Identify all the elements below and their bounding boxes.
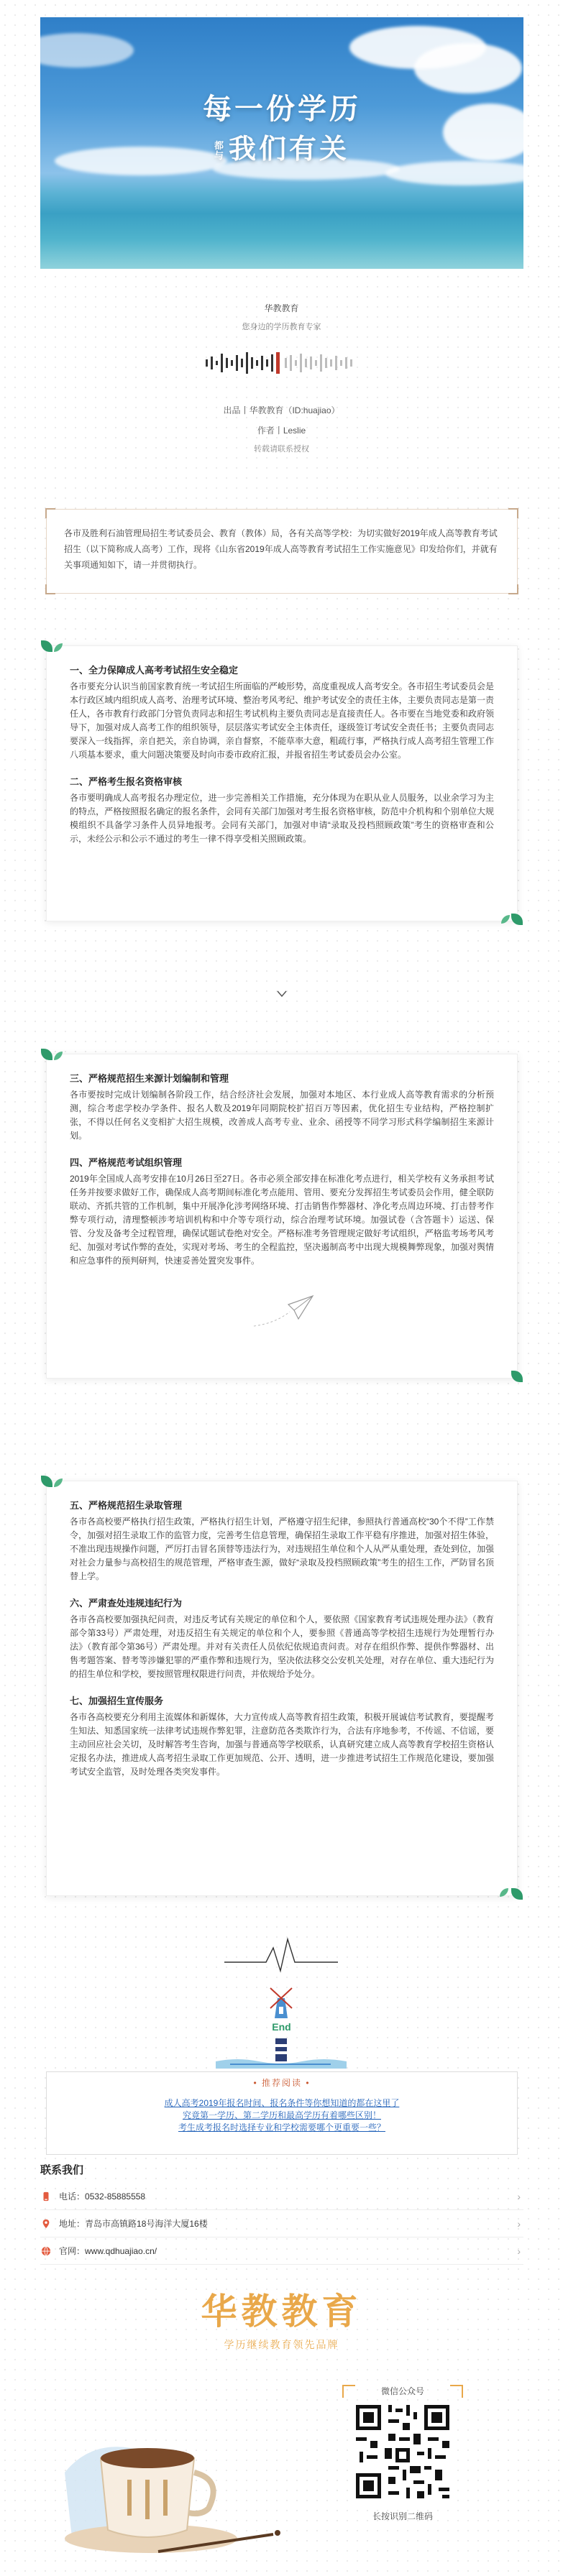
section-heading-6: 六、严肃查处违规违纪行为 xyxy=(70,1598,183,1609)
section-heading-7: 七、加强招生宣传服务 xyxy=(70,1696,164,1706)
brand-name: 华教教育 xyxy=(201,2291,362,2332)
section-heading-2: 二、严格考生报名资格审核 xyxy=(70,776,183,787)
section-paragraph-4: 2019年全国成人高考安排在10月26日至27日。各市必须全部安排在标准化考点进行，相关学校有义务承担考试任务并按要求做好工作，确保成人高考期间标准化考点能用、管用、要充分发挥招生考试委员会作用，健全联防联动、齐抓共管的工作机制，集中开展净化涉考网络环境、打击销售作弊器材、净化考点周边环境、打击替考作弊专项行动，清理整顿涉考培训机构和中介等专项行动，综合治理考试环境。加强试卷（含答题卡）运送、保管、分发及备考全过程管理，确保试题试卷绝对安全。严格标准考务管理规定做好考试组织，严格监考场考风考纪、加强对考试作弊的查处，实现对考场、考生的全程监控，坚决遏制高考中出现大规模舞弊现象，加强对舆情和应急事件的预判研判，快速妥善处置突发事件。 xyxy=(70,1174,494,1266)
author-line: 作者丨Leslie xyxy=(257,426,306,436)
windmill-icon xyxy=(263,1984,299,2020)
section-paragraph-2: 各市要明确成人高考报名办理定位，进一步完善相关工作措施，充分体现为在职从业人员服务，以业余学习为主的特点，严格按照报名确定的报名条件，会同有关部门加强对考生报名资格审核，防范中介机构和个别单位大规模组织不具备学习条件人员异地报考。会同有关部门，加强对申请“录取及投档照顾政策”考生的资格审查和公示，未经公示和公示不通过的考生一律不得享受相关照顾政策。 xyxy=(70,793,494,844)
section-paragraph-7: 各市各高校要充分利用主流媒体和新媒体，大力宣传成人高等教育招生政策，积极开展诚信考试教育，要提醒考生知法、知悉国家统一法律考试违规作弊犯罪，注意防范各类欺诈行为，合法有序地参考，不传谣、不信谣，要主动回应社会关切，及时解答考生咨询，加强与普通高等学校联系，认真研究建立成人高等教育学校招生资格认定报名办法，推进成人高考招生录取工作更加规范、公开、透明，进一步推进考试招生工作规范化建设，要加强考试安全监管，及时处理各类突发事件。 xyxy=(70,1712,494,1777)
globe-icon xyxy=(40,2245,52,2257)
audio-waveform-icon xyxy=(204,351,358,375)
address-label: 地址： xyxy=(59,2219,86,2229)
paper-plane-icon xyxy=(247,1283,319,1340)
contact-header: 联系我们 xyxy=(40,2164,84,2176)
phone-value: 0532-85885558 xyxy=(85,2191,146,2202)
contact-address-row[interactable] xyxy=(40,2210,523,2237)
hero-subtitle xyxy=(40,126,523,166)
contact-phone-row[interactable] xyxy=(40,2183,523,2210)
hero-small-text: 都与 xyxy=(214,140,224,162)
coffee-cup-illustration xyxy=(50,2372,309,2566)
section-card-3 xyxy=(46,1481,518,1896)
website-value: www.qdhuajiao.cn/ xyxy=(85,2245,157,2256)
qr-title: 微信公众号 xyxy=(380,2386,424,2396)
phone-label: 电话： xyxy=(59,2191,86,2202)
end-label: End xyxy=(272,2021,291,2033)
brand-block xyxy=(0,2283,563,2352)
hero-subtitle-text: 我们有关 xyxy=(228,132,349,165)
lighthouse-icon xyxy=(216,2036,347,2069)
section-paragraph-6: 各市各高校要加强执纪问责，对违反考试有关规定的单位和个人，要依照《国家教育考试违规处理办法》（教育部令第33号）严肃处理，对违反招生有关规定的单位和个人，要参照《普通高等学校招生违规行为处理暂行办法》（教育部令第36号）严肃处理。并对有关责任人员依纪依规追责问责。对存在组织作弊、提供作弊器材、出售考题答案、替考等涉嫌犯罪的严重作弊和违规行为，坚决依法移交公安机关处理，对存在单位、重大违纪行为的招生单位和学校，要按照管理权限进行问责，并依规给予处分。 xyxy=(70,1614,494,1679)
recommend-header: • 推荐阅读 • xyxy=(253,2078,311,2088)
section-card-2 xyxy=(46,1054,518,1379)
source-line: 出品丨华教教育（ID:huajiao） xyxy=(223,405,340,415)
section-paragraph-3: 各市要按时完成计划编制各阶段工作，结合经济社会发展，加强对本地区、本行业成人高等教育需求的分析预测，综合考虑学校办学条件、报名人数及2019年同期院校扩招百万等因素，优化招生专业结构，严格控制扩张，不得以任何名义变相扩大招生规模，改善成人高考专业、业余、函授等不同学习形式科学编制招生来源计划。 xyxy=(70,1090,494,1141)
section-heading-4: 四、严格规范考试组织管理 xyxy=(70,1157,183,1168)
copyright-line: 转载请联系授权 xyxy=(254,445,309,454)
brand-slogan: 学历继续教育领先品牌 xyxy=(224,2339,339,2350)
recommend-box xyxy=(46,2071,518,2155)
section-heading-5: 五、严格规范招生录取管理 xyxy=(70,1500,183,1511)
recommend-link-3[interactable]: 考生成考报名时选择专业和学校需要哪个更重要一些？ xyxy=(178,2122,385,2133)
recommend-link-1[interactable]: 成人高考2019年报名时间、报名条件等你想知道的都在这里了 xyxy=(164,2098,400,2108)
chevron-right-icon: › xyxy=(517,2217,521,2230)
qr-caption: 长按识别二维码 xyxy=(372,2511,433,2521)
phone-icon xyxy=(40,2191,52,2202)
contact-website-row[interactable] xyxy=(40,2237,523,2265)
section-card-1 xyxy=(46,645,518,921)
intro-box xyxy=(46,509,518,594)
qr-code-icon[interactable] xyxy=(352,2401,453,2502)
qr-block xyxy=(342,2385,463,2536)
hero-banner xyxy=(40,17,523,269)
recommend-link-2[interactable]: 究竟第一学历、第二学历和最高学历有着哪些区别！ xyxy=(182,2110,381,2120)
section-heading-3: 三、严格规范招生来源计划编制和管理 xyxy=(70,1073,229,1084)
location-pin-icon xyxy=(40,2218,52,2230)
hero-title: 每一份学历 xyxy=(203,92,361,126)
section-heading-1: 一、全力保障成人高考考试招生安全稳定 xyxy=(70,665,239,676)
website-label: 官网： xyxy=(59,2246,86,2256)
account-tagline: 您身边的学历教育专家 xyxy=(242,323,321,331)
pulse-line-icon xyxy=(224,1933,338,1977)
address-value: 青岛市高镇路18号海洋大厦16楼 xyxy=(85,2219,208,2229)
intro-text: 各市及胜利石油管理局招生考试委员会、教育（教体）局，各有关高等学校：为切实做好2019年成人高等教育考试招生（以下简称成人高考）工作，现将《山东省2019年成人高等教育考试招生工作实施意见》印发给你们，并就有关事项通知如下，请一并贯彻执行。 xyxy=(64,528,498,570)
account-name: 华教教育 xyxy=(264,303,299,313)
chevron-right-icon: › xyxy=(517,2190,521,2202)
section-paragraph-5: 各市各高校要严格执行招生政策，严格执行招生计划，严格遵守招生纪律，参照执行普通高校“30个不得”工作禁令，加强对招生录取工作的监管力度，完善考生信息管理，确保招生录取工作平稳有序推进，加强对招生体验，不准出现违规操作问题，严厉打击冒名顶替等违法行为，对违规招生单位和个人从严从重处理，查处到位，加强对社会力量参与高校招生的规范管理，严格审查生源，做好“录取及投档照顾政策”考生的招生工作，严防冒名顶替上学。 xyxy=(70,1517,494,1581)
chevron-right-icon: › xyxy=(517,2245,521,2257)
chevron-down-icon xyxy=(275,988,288,1000)
contact-section xyxy=(40,2162,523,2265)
section-paragraph-1: 各市要充分认识当前国家教育统一考试招生所面临的严峻形势，高度重视成人高考安全。各市招生考试委员会是本行政区域内组织成人高考、治理考试环境、整治考风考纪、维护考试安全的责任主体，主要负责同志是第一责任人，各市教育行政部门分管负责同志和招生考试机构主要负责同志是直接责任人。各市要在当地党委和政府领导下，加强对成人高考工作的组织领导，层层落实考试安全主体责任，逐级签订考试安全责任书；主要负责同志要深入一线指挥，亲自把关，亲自协调，亲自督察，不能草率大意，粗疏行事，严格执行成人高考招生管理工作八项基本要求，重大问题决策要及时向市委市政府汇报，并报省招生考试委员会办公室。 xyxy=(70,681,494,760)
